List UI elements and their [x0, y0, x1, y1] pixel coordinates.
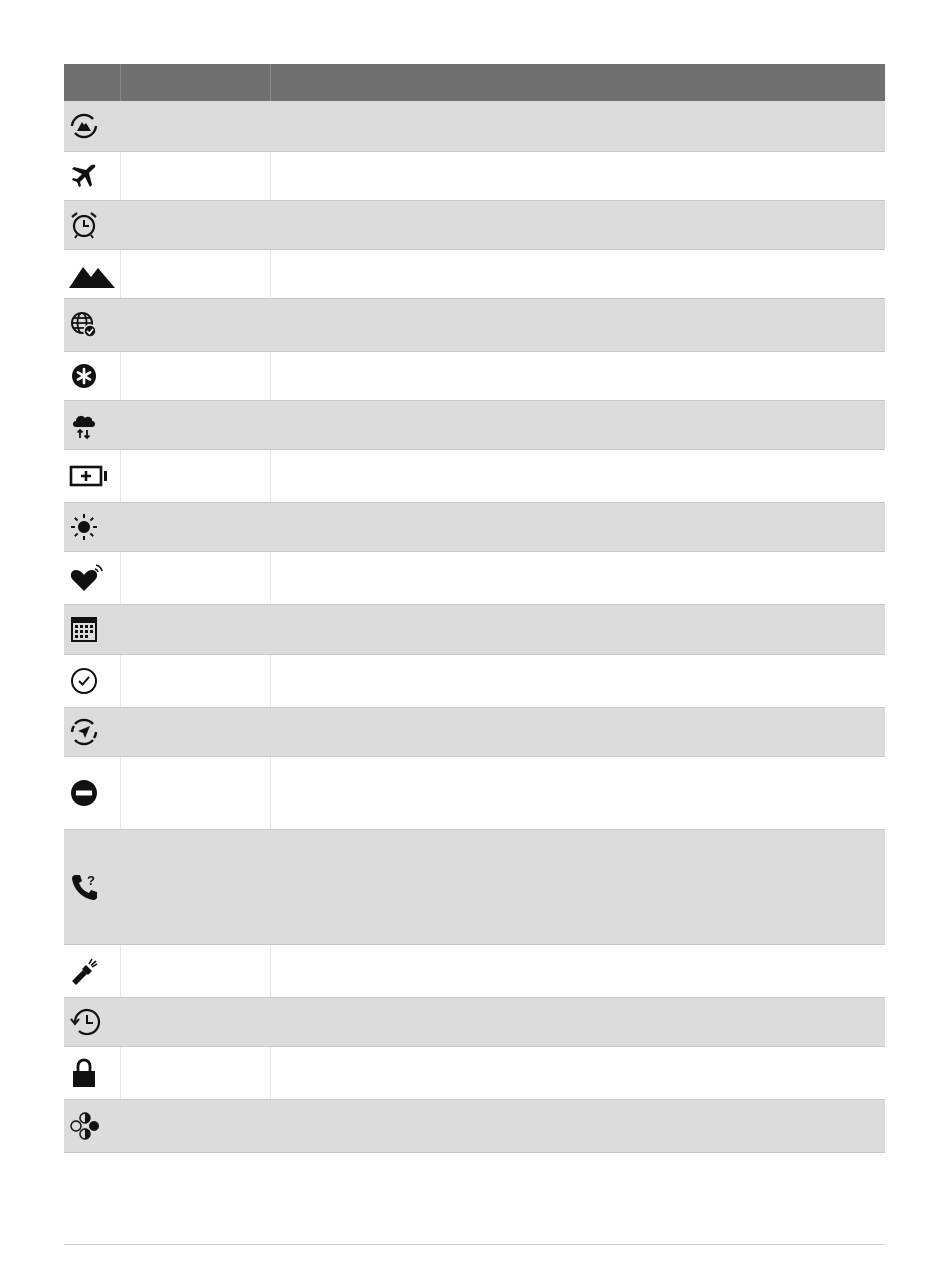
- asterisk-circle-icon: [69, 361, 99, 391]
- row-description: [270, 449, 885, 502]
- header-icon: [64, 64, 120, 101]
- phone-question-icon: [69, 871, 101, 903]
- navigation-compass-icon: [69, 717, 99, 747]
- row-description: [270, 249, 885, 298]
- row-name: [120, 298, 270, 351]
- row-description: [270, 756, 885, 829]
- row-name: [120, 351, 270, 400]
- icon-table: [64, 64, 885, 1153]
- table-row: [64, 756, 885, 829]
- row-name: [120, 200, 270, 249]
- row-description: [270, 944, 885, 997]
- svg-text:?: ?: [87, 872, 95, 888]
- altimeter-mode-icon: [69, 111, 99, 141]
- table-row: [64, 151, 885, 200]
- header-description: [270, 64, 885, 101]
- footer-divider: [64, 1244, 885, 1245]
- header-name: [120, 64, 270, 101]
- table-row: [64, 1099, 885, 1152]
- table-row: [64, 707, 885, 756]
- table-row: [64, 502, 885, 551]
- table-row: [64, 1046, 885, 1099]
- row-description: [270, 151, 885, 200]
- clock-check-icon: [69, 666, 99, 696]
- table-row: [64, 654, 885, 707]
- table-row: [64, 351, 885, 400]
- table-row: [64, 200, 885, 249]
- row-description: [270, 1099, 885, 1152]
- row-description: [270, 997, 885, 1046]
- table-row: [64, 944, 885, 997]
- row-name: [120, 829, 270, 944]
- row-description: [270, 829, 885, 944]
- row-name: [120, 1099, 270, 1152]
- row-name: [120, 756, 270, 829]
- row-name: [120, 604, 270, 654]
- lock-icon: [69, 1057, 99, 1089]
- table-row: [64, 997, 885, 1046]
- table-row: [64, 604, 885, 654]
- row-description: [270, 400, 885, 449]
- row-name: [120, 997, 270, 1046]
- table-row: [64, 449, 885, 502]
- row-name: [120, 249, 270, 298]
- row-name: [120, 944, 270, 997]
- mountain-icon: [69, 259, 115, 289]
- table-row: [64, 249, 885, 298]
- row-description: [270, 502, 885, 551]
- row-description: [270, 351, 885, 400]
- table-row: [64, 551, 885, 604]
- do-not-disturb-icon: [69, 778, 99, 808]
- table-row: [64, 829, 885, 944]
- cloud-sync-icon: [69, 410, 99, 440]
- table-header-row: [64, 64, 885, 101]
- row-description: [270, 298, 885, 351]
- table-row: [64, 400, 885, 449]
- row-name: [120, 151, 270, 200]
- row-name: [120, 1046, 270, 1099]
- brightness-sun-icon: [69, 512, 99, 542]
- row-name: [120, 101, 270, 151]
- battery-plus-icon: [69, 461, 109, 491]
- row-description: [270, 654, 885, 707]
- row-description: [270, 200, 885, 249]
- row-description: [270, 707, 885, 756]
- row-description: [270, 101, 885, 151]
- row-name: [120, 449, 270, 502]
- row-name: [120, 502, 270, 551]
- airplane-icon: [69, 161, 99, 191]
- row-name: [120, 654, 270, 707]
- calendar-icon: [69, 614, 99, 644]
- table-row: [64, 298, 885, 351]
- row-name: [120, 707, 270, 756]
- row-description: [270, 551, 885, 604]
- history-clock-icon: [69, 1007, 101, 1037]
- alarm-clock-icon: [69, 210, 99, 240]
- globe-check-icon: [69, 310, 99, 340]
- heart-broadcast-icon: [69, 563, 105, 593]
- table-row: [64, 101, 885, 151]
- row-name: [120, 551, 270, 604]
- flashlight-icon: [69, 956, 99, 986]
- row-name: [120, 400, 270, 449]
- controls-circles-icon: [69, 1111, 101, 1141]
- row-description: [270, 604, 885, 654]
- row-description: [270, 1046, 885, 1099]
